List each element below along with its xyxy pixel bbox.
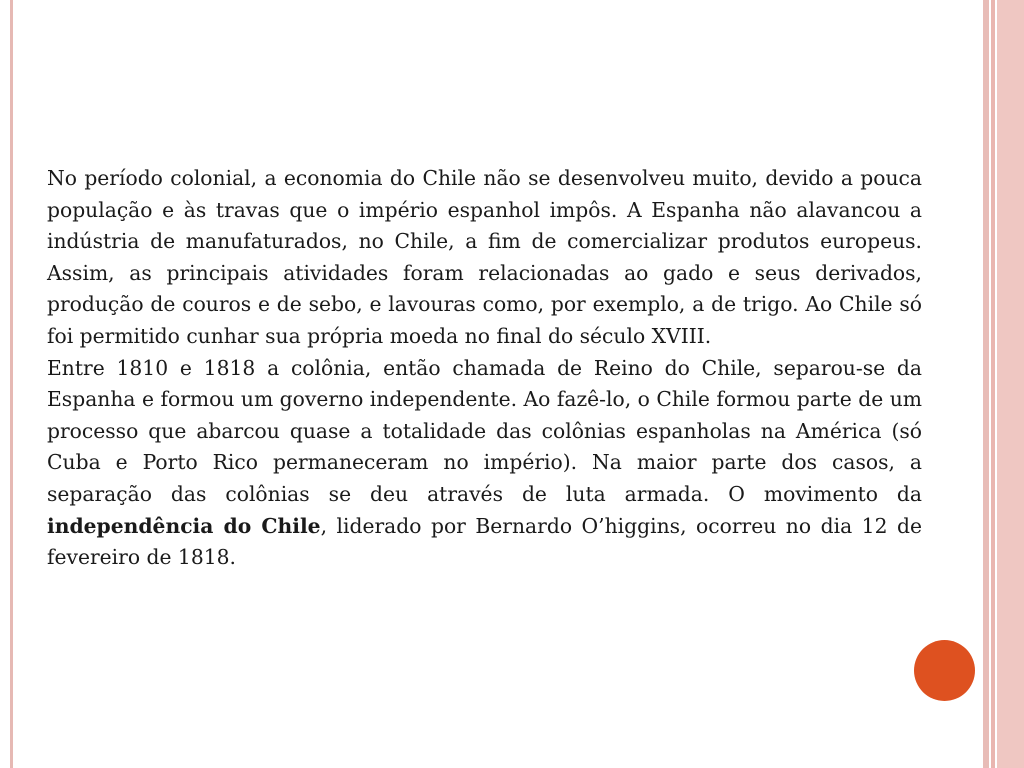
- independence-highlight: independência do Chile: [47, 513, 321, 538]
- paragraph-colonial-economy: No período colonial, a economia do Chile não se desenvolveu muito, devido a pouca população e às travas que o império espanhol impôs. A Espanha não alavancou a indústria de manufaturados, no Chile, a fim de comercializar produtos europeus. Assim, as principais atividades foram relacionadas ao gado e seus derivados, produção de couros e de sebo, e lavouras como, por exemplo, a de trigo. Ao Chile só foi permitido cunhar sua própria moeda no final do século XVIII.: [47, 166, 922, 348]
- paragraph-independence-outro: , liderado por Bernardo O’higgins, ocorreu no dia 12 de fevereiro de 1818.: [47, 513, 922, 570]
- left-decorative-stripe: [10, 0, 13, 768]
- paragraph-independence-intro: Entre 1810 e 1818 a colônia, então chamada de Reino do Chile, separou-se da Espanha e formou um governo independente. Ao fazê-lo, o Chile formou parte de um processo que abarcou quase a totalidade das colônias espanholas na América (só Cuba e Porto Rico permaneceram no império). Na maior parte dos casos, a separação das colônias se deu através de luta armada. O movimento da: [47, 355, 922, 506]
- orange-circle-decoration: [914, 640, 975, 701]
- right-stripe-3: [997, 0, 1024, 768]
- paragraph-independence: [47, 353, 922, 574]
- right-decorative-band: [983, 0, 1024, 768]
- slide-body: [47, 163, 922, 574]
